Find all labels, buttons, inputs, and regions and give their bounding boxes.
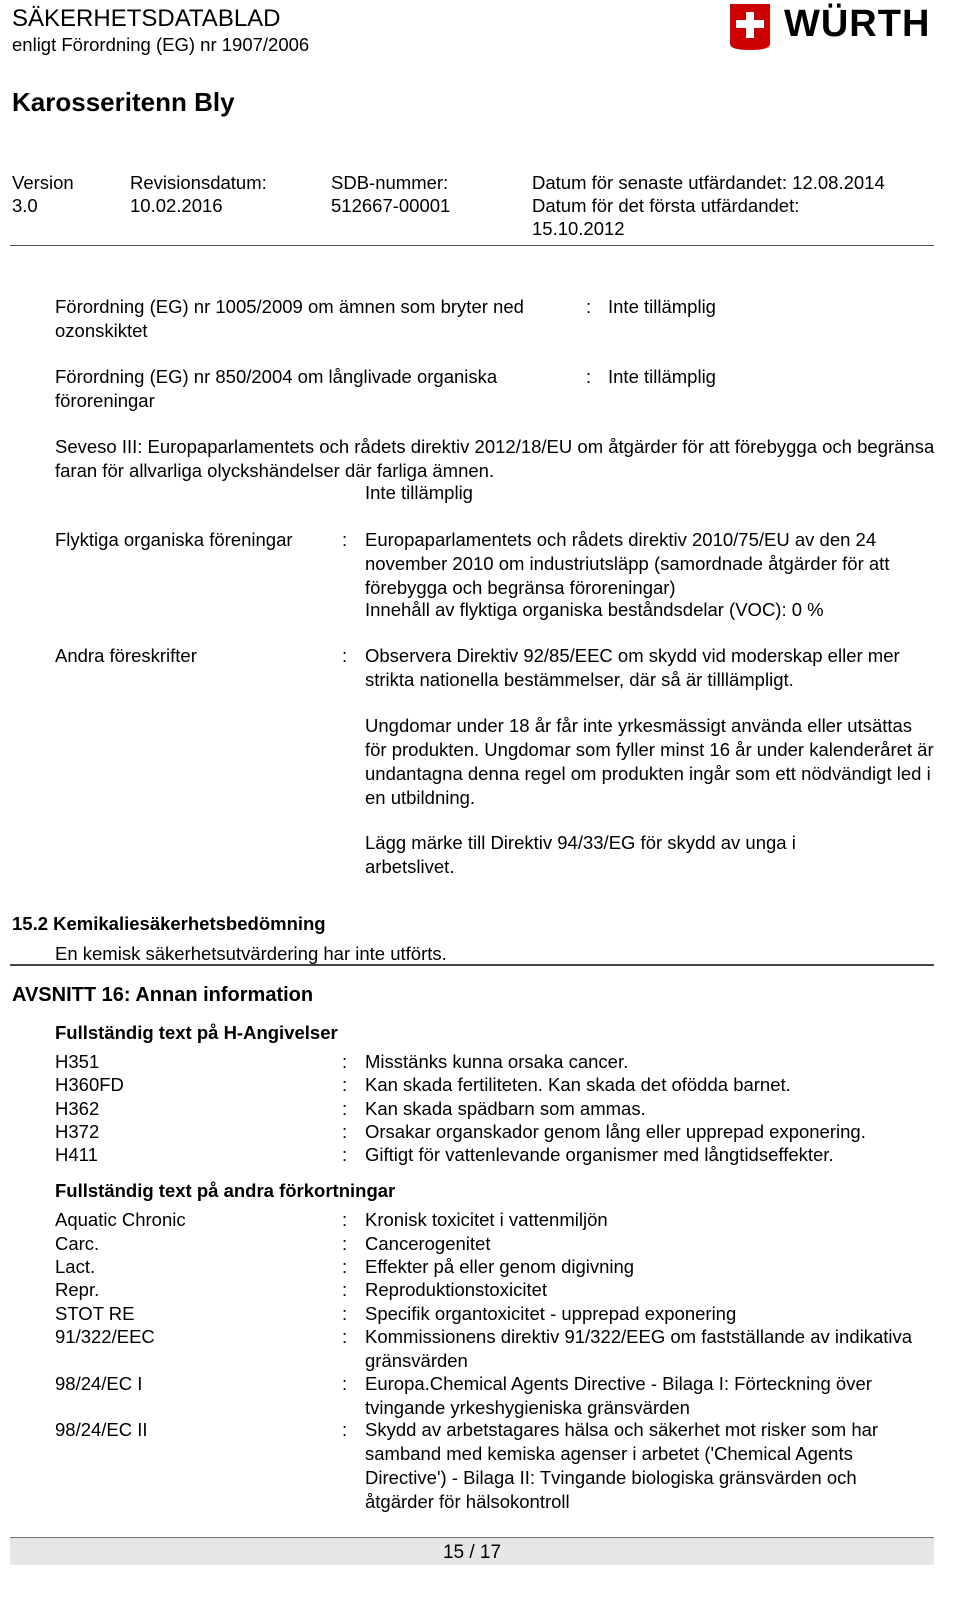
first-issue-label: Datum för det första utfärdandet: [532,195,800,216]
abbr-text: Specifik organtoxicitet - upprepad exponering [365,1303,737,1324]
voc-directive: Europaparlamentets och rådets direktiv 2010/75/EU av den 24 november 2010 om industriutsläpp (samordnade åtgärder för att förebygga och begränsa föroreningar) [365,529,890,598]
product-name: Karosseritenn Bly [12,87,235,117]
colon: : [342,1233,348,1254]
regulation-value-pop: Inte tillämplig [608,366,716,387]
colon: : [342,1419,348,1440]
abbr-code: 98/24/EC II [55,1419,148,1440]
h-text: Kan skada fertiliteten. Kan skada det ofödda barnet. [365,1074,791,1095]
section-16-heading: AVSNITT 16: Annan information [12,984,314,1006]
page-number: 15 / 17 [442,1542,502,1563]
h-code: H362 [55,1098,100,1119]
other-regulations-p3: Lägg märke till Direktiv 94/33/EG för skydd av unga i arbetslivet. [365,832,796,877]
abbr-text: Kronisk toxicitet i vattenmiljön [365,1209,608,1230]
abbr-text: Skydd av arbetstagares hälsa och säkerhet mot risker som har samband med kemiska agenser i arbetet ('Chemical Agents Directive') - Bilaga II: Tvingande biologiska gränsvärden och åtgärder för hälsokontroll [365,1419,879,1512]
version-label: Version [12,172,74,193]
last-issue-date: Datum för senaste utfärdandet: 12.08.2014 [532,172,885,193]
abbr-text: Kommissionens direktiv 91/322/EEG om fastställande av indikativa gränsvärden [365,1326,913,1371]
colon: : [342,1074,348,1095]
colon: : [342,529,348,550]
colon: : [342,1326,348,1347]
revision-label: Revisionsdatum: [130,172,267,193]
first-issue-value: 15.10.2012 [532,218,625,239]
colon: : [342,1144,348,1165]
colon: : [586,366,592,387]
regulation-subtitle: enligt Förordning (EG) nr 1907/2006 [12,34,310,55]
colon: : [342,1098,348,1119]
h-code: H351 [55,1051,100,1072]
h-code: H411 [55,1144,98,1165]
colon: : [342,1303,348,1324]
colon: : [342,645,348,666]
seveso-text: Seveso III: Europaparlamentets och rådets direktiv 2012/18/EU om åtgärder för att förebygga och begränsa faran för allvarliga olyckshändelser där farliga ämnen. [55,436,935,481]
h-statements-heading: Fullständig text på H-Angivelser [55,1022,338,1043]
regulation-label-ozone: Förordning (EG) nr 1005/2009 om ämnen som bryter ned ozonskiktet [55,296,524,341]
h-code: H360FD [55,1074,124,1095]
regulation-label-pop: Förordning (EG) nr 850/2004 om långlivade organiska föroreningar [55,366,498,411]
h-text: Giftigt för vattenlevande organismer med långtidseffekter. [365,1144,834,1165]
other-regulations-p2: Ungdomar under 18 år får inte yrkesmässigt använda eller utsättas för produkten. Ungdomar som fyller minst 16 år under kalenderåret är undantagna denna regel om produkten ingår som ett nödvändigt led i en utbildning. [365,715,934,808]
voc-content: Innehåll av flyktiga organiska beståndsdelar (VOC): 0 % [365,599,824,620]
version-value: 3.0 [12,195,38,216]
colon: : [586,296,592,317]
colon: : [342,1051,348,1072]
sdb-value: 512667-00001 [331,195,451,216]
revision-value: 10.02.2016 [130,195,223,216]
h-text: Orsakar organskador genom lång eller upprepad exponering. [365,1121,866,1142]
abbr-code: Lact. [55,1256,96,1277]
abbr-text: Cancerogenitet [365,1233,491,1254]
section-15-2-heading: 15.2 Kemikaliesäkerhetsbedömning [12,913,326,934]
regulation-value-ozone: Inte tillämplig [608,296,716,317]
h-code: H372 [55,1121,100,1142]
section-divider [10,964,934,966]
voc-label: Flyktiga organiska föreningar [55,529,293,550]
colon: : [342,1256,348,1277]
abbr-code: 91/322/EEC [55,1326,155,1347]
h-text: Kan skada spädbarn som ammas. [365,1098,646,1119]
abbr-text: Effekter på eller genom digivning [365,1256,635,1277]
colon: : [342,1209,348,1230]
header-divider [10,245,934,246]
abbr-code: 98/24/EC I [55,1373,143,1394]
abbreviations-heading: Fullständig text på andra förkortningar [55,1180,396,1201]
abbr-code: Carc. [55,1233,100,1254]
seveso-value: Inte tillämplig [365,482,473,503]
other-regulations-label: Andra föreskrifter [55,645,197,666]
other-regulations-p1: Observera Direktiv 92/85/EEC om skydd vid moderskap eller mer strikta nationella bestämmelser, där så är tilllämpligt. [365,645,900,690]
colon: : [342,1279,348,1300]
abbr-code: Repr. [55,1279,100,1300]
abbr-text: Reproduktionstoxicitet [365,1279,548,1300]
wurth-logo-text: WÜRTH [784,3,931,45]
h-text: Misstänks kunna orsaka cancer. [365,1051,629,1072]
abbr-code: STOT RE [55,1303,135,1324]
section-15-2-text: En kemisk säkerhetsutvärdering har inte utförts. [55,943,447,964]
document-title: SÄKERHETSDATABLAD [12,5,281,32]
colon: : [342,1373,348,1394]
sdb-label: SDB-nummer: [331,172,449,193]
abbr-code: Aquatic Chronic [55,1209,186,1230]
abbr-text: Europa.Chemical Agents Directive - Bilaga I: Förteckning över tvingande yrkeshygieniska gränsvärden [365,1373,872,1418]
wurth-logo-mark [730,4,770,50]
colon: : [342,1121,348,1142]
